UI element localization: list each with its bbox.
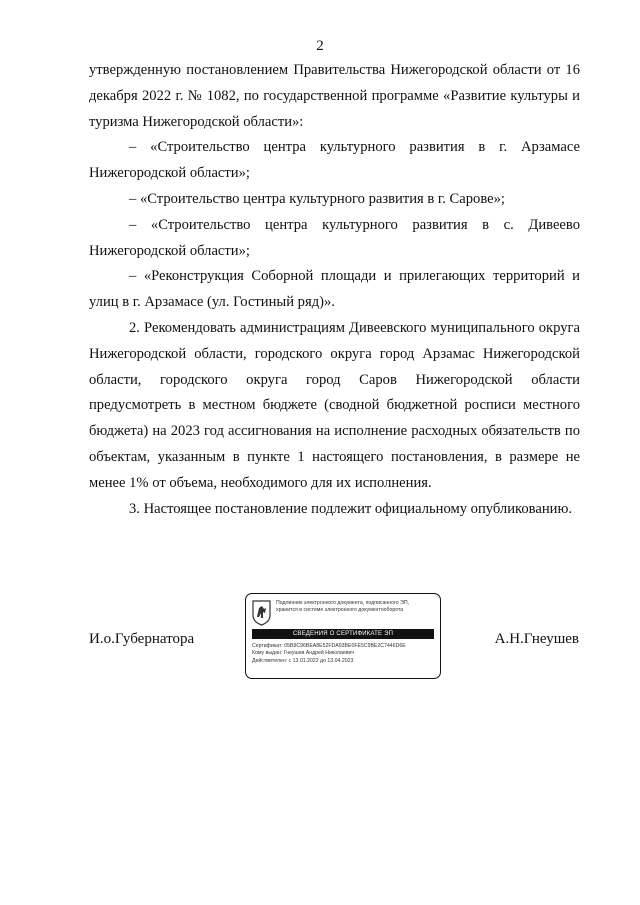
stamp-header-line-1: Подлинник электронного документа, подписанного ЭП, xyxy=(276,600,410,606)
signature-position: И.о.Губернатора xyxy=(89,631,195,647)
stamp-validity: Действителен: с 13.01.2022 до 13.04.2023 xyxy=(252,657,354,664)
stamp-certificate: Сертификат: 05B9C96BEA8E52FDA93BE0FE5C9BE2C7446D6E xyxy=(252,643,406,649)
paragraph-intro: утвержденную постановлением Правительства Нижегородской области от 16 декабря 2022 г. № 1082, по государственной программе «Развитие культуры и туризма Нижегородской области»: xyxy=(89,62,580,130)
list-item-arzamas-center: – «Строительство центра культурного развития в г. Арзамасе Нижегородской области»; xyxy=(89,139,580,182)
coat-of-arms-icon xyxy=(252,600,271,626)
stamp-owner: Кому выдан: Гнеушев Андрей Николаевич xyxy=(252,650,355,657)
signature-name: А.Н.Гнеушев xyxy=(494,631,579,647)
stamp-header xyxy=(276,600,438,614)
digital-signature-stamp xyxy=(245,593,441,679)
page-number: 2 xyxy=(316,38,324,54)
stamp-title: СВЕДЕНИЯ О СЕРТИФИКАТЕ ЭП xyxy=(252,629,434,639)
paragraph-item-3: 3. Настоящее постановление подлежит официальному опубликованию. xyxy=(129,500,573,517)
list-item-diveevo-center: – «Строительство центра культурного развития в с. Дивеево Нижегородской области»; xyxy=(89,216,580,259)
document-body xyxy=(89,58,580,522)
list-item-sobornaya-square: – «Реконструкция Соборной площади и прилегающих территорий и улиц в г. Арзамасе (ул. Гостиный ряд)». xyxy=(89,268,580,311)
list-item-sarov-center: – «Строительство центра культурного развития в г. Сарове»; xyxy=(129,190,505,207)
paragraph-item-2: 2. Рекомендовать администрациям Дивеевского муниципального округа Нижегородской области, городского округа город Арзамас Нижегородской области, городского округа город Саров Нижегородской области предусмотреть в местном бюджете (сводной бюджетной росписи местного бюджета) на 2023 год ассигнования на исполнение расходных обязательств по объектам, указанным в пункте 1 настоящего постановления, в размере не менее 1% от объема, необходимого для их исполнения. xyxy=(89,319,580,491)
stamp-details xyxy=(252,643,438,665)
stamp-header-line-2: хранится в системе электронного документооборота xyxy=(276,607,404,613)
